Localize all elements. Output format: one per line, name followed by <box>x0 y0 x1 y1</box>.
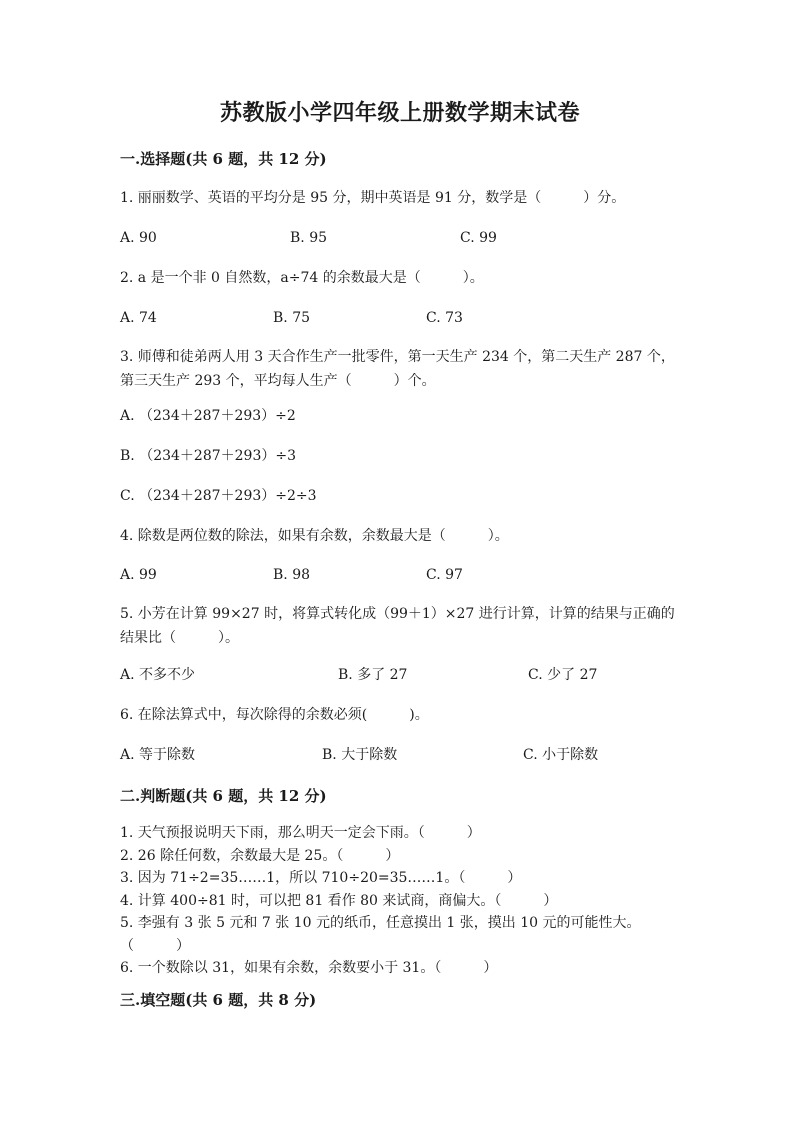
true-false-item-1: 1. 天气预报说明天下雨，那么明天一定会下雨。（ ） <box>120 825 481 841</box>
question-5: 5. 小芳在计算 99×27 时，将算式转化成（99＋1）×27 进行计算，计算的结果与正确的结果比（ ）。 <box>120 606 675 646</box>
true-false-item-6: 6. 一个数除以 31，如果有余数，余数要小于 31。（ ） <box>120 960 498 976</box>
section-heading-true-false: 二.判断题(共 6 题，共 12 分) <box>120 787 327 805</box>
question-1-option-c: C. 99 <box>460 230 497 246</box>
question-6: 6. 在除法算式中，每次除得的余数必须( )。 <box>120 707 429 723</box>
section-heading-choice: 一.选择题(共 6 题，共 12 分) <box>120 150 327 168</box>
question-6-option-b: B. 大于除数 <box>322 747 398 763</box>
question-5-option-c: C. 少了 27 <box>528 667 598 683</box>
question-5-option-b: B. 多了 27 <box>338 667 408 683</box>
question-3-option-a: A. （234＋287＋293）÷2 <box>120 408 296 424</box>
true-false-item-2: 2. 26 除任何数，余数最大是 25。（ ） <box>120 847 400 864</box>
question-4-option-a: A. 99 <box>120 567 157 583</box>
page-title: 苏教版小学四年级上册数学期末试卷 <box>219 100 580 126</box>
question-1: 1. 丽丽数学、英语的平均分是 95 分，期中英语是 91 分，数学是（ ）分。 <box>120 190 626 206</box>
question-2-option-c: C. 73 <box>426 310 463 326</box>
question-2-option-a: A. 74 <box>120 310 157 326</box>
question-5-option-a: A. 不多不少 <box>120 667 196 683</box>
question-6-option-c: C. 小于除数 <box>523 747 599 763</box>
question-2-option-b: B. 75 <box>273 310 311 326</box>
question-1-option-b: B. 95 <box>290 230 328 246</box>
question-3-option-b: B. （234＋287＋293）÷3 <box>120 448 296 464</box>
question-1-option-a: A. 90 <box>120 230 157 246</box>
question-3: 3. 师傅和徒弟两人用 3 天合作生产一批零件，第一天生产 234 个，第二天生产 287 个，第三天生产 293 个，平均每人生产（ ）个。 <box>120 349 675 389</box>
question-4-option-c: C. 97 <box>426 567 463 583</box>
true-false-list <box>120 822 680 980</box>
question-4-option-b: B. 98 <box>273 567 311 583</box>
section-heading-fill-blank: 三.填空题(共 6 题，共 8 分) <box>120 991 317 1009</box>
question-6-option-a: A. 等于除数 <box>120 747 196 763</box>
question-2: 2. a 是一个非 0 自然数，a÷74 的余数最大是（ ）。 <box>120 270 484 286</box>
true-false-item-4: 4. 计算 400÷81 时，可以把 81 看作 80 来试商，商偏大。（ ） <box>120 892 558 909</box>
question-3-option-c: C. （234＋287＋293）÷2÷3 <box>120 488 317 504</box>
true-false-item-5: 5. 李强有 3 张 5 元和 7 张 10 元的纸币，任意摸出 1 张，摸出 10 元的可能性大。 （ ） <box>120 915 662 954</box>
question-4: 4. 除数是两位数的除法，如果有余数，余数最大是（ ）。 <box>120 528 509 544</box>
true-false-item-3: 3. 因为 71÷2=35……1，所以 710÷20=35……1。（ ） <box>120 870 522 886</box>
